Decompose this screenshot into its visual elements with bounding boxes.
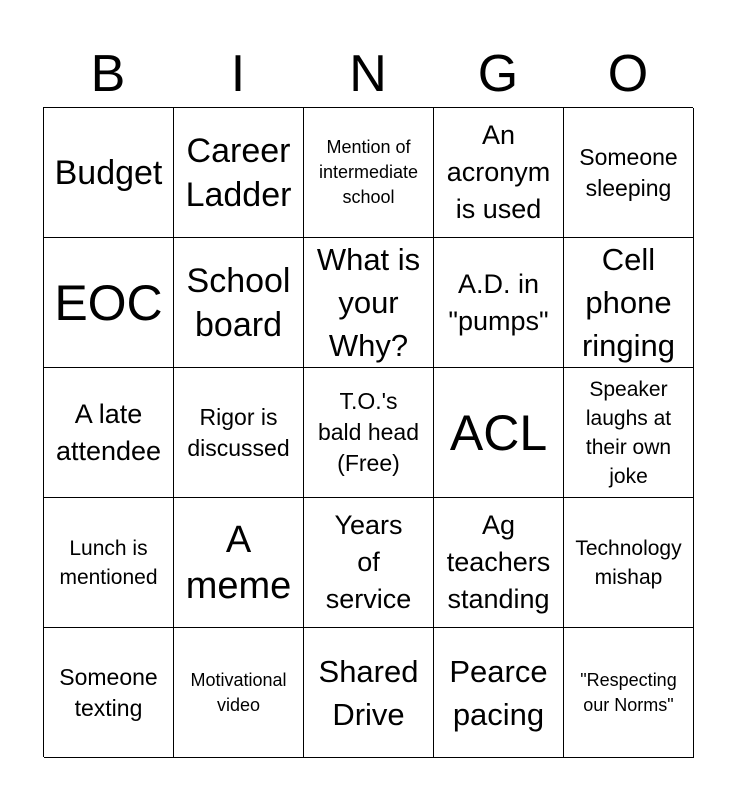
bingo-cell[interactable] [44, 108, 174, 238]
cell-text: A.D. in "pumps" [448, 268, 549, 336]
cell-text: Someone sleeping [579, 143, 678, 201]
bingo-cell[interactable] [564, 628, 694, 758]
bingo-header [43, 40, 693, 108]
bingo-cell[interactable] [174, 368, 304, 498]
cell-text: Ag teachers standing [446, 510, 551, 614]
cell-text: An acronym is used [446, 120, 551, 224]
bingo-cell[interactable] [174, 498, 304, 628]
bingo-cell[interactable] [174, 628, 304, 758]
cell-text: What is your Why? [316, 242, 421, 363]
bingo-cell[interactable] [304, 628, 434, 758]
bingo-cell[interactable] [434, 498, 564, 628]
header-letter-i: I [230, 45, 246, 103]
bingo-cell[interactable] [564, 498, 694, 628]
cell-text: School board [186, 261, 291, 344]
header-letter-n: N [349, 45, 387, 103]
bingo-cell[interactable] [44, 498, 174, 628]
cell-text: Someone texting [59, 663, 158, 721]
bingo-cell[interactable] [304, 238, 434, 368]
bingo-cell[interactable] [44, 628, 174, 758]
bingo-cell[interactable] [564, 108, 694, 238]
bingo-cell[interactable] [304, 108, 434, 238]
cell-text: Cell phone ringing [581, 242, 676, 363]
cell-text: Pearce pacing [449, 653, 548, 732]
bingo-cell[interactable] [174, 108, 304, 238]
cell-text: ACL [449, 404, 548, 461]
cell-text: Career Ladder [185, 131, 292, 214]
cell-text: Budget [54, 153, 163, 192]
cell-text: A meme [185, 518, 292, 607]
cell-text: Speaker laughs at their own joke [585, 377, 672, 488]
bingo-cell[interactable] [564, 238, 694, 368]
header-letter-o: O [607, 45, 649, 103]
cell-text: Years of service [325, 510, 412, 614]
bingo-cell[interactable] [304, 368, 434, 498]
cell-text: Motivational video [190, 669, 287, 715]
bingo-cell[interactable] [304, 498, 434, 628]
cell-text: Lunch is mentioned [59, 536, 158, 589]
bingo-board [43, 107, 693, 757]
cell-text: Shared Drive [318, 653, 419, 732]
cell-text: Mention of intermediate school [318, 137, 419, 207]
bingo-cell[interactable] [564, 368, 694, 498]
cell-text: T.O.'s bald head (Free) [317, 388, 420, 476]
bingo-cell[interactable] [434, 628, 564, 758]
cell-text: Rigor is discussed [187, 403, 290, 461]
cell-text: Technology mishap [575, 536, 682, 589]
bingo-cell[interactable] [44, 368, 174, 498]
header-letter-b: B [90, 45, 126, 103]
cell-text: A late attendee [55, 398, 162, 466]
bingo-cell[interactable] [434, 368, 564, 498]
cell-text: EOC [54, 274, 163, 331]
cell-text: "Respecting our Norms" [580, 669, 677, 715]
bingo-cell[interactable] [44, 238, 174, 368]
header-letter-g: G [477, 45, 519, 103]
bingo-cell[interactable] [434, 108, 564, 238]
bingo-cell[interactable] [434, 238, 564, 368]
bingo-cell[interactable] [174, 238, 304, 368]
